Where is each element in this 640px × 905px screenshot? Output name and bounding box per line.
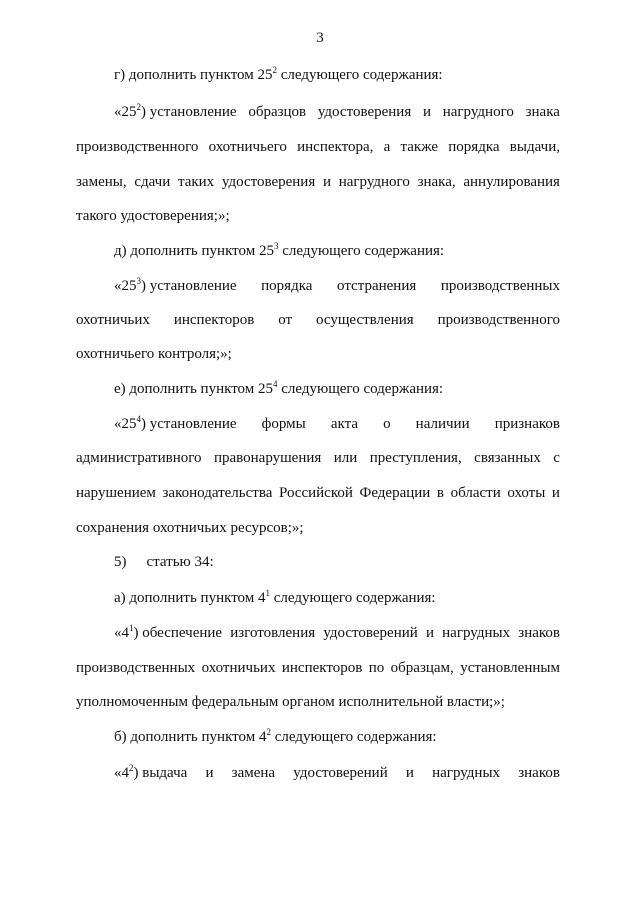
word: законодательства bbox=[162, 485, 273, 501]
word: Российской bbox=[278, 485, 353, 501]
superscript: 2 bbox=[266, 727, 271, 737]
word bbox=[114, 624, 222, 642]
paragraph-g-intro bbox=[114, 66, 560, 84]
word: сдачи bbox=[134, 174, 171, 190]
word bbox=[114, 764, 187, 782]
word: охотничьего bbox=[208, 139, 287, 155]
superscript: 2 bbox=[136, 102, 141, 112]
word: знака, bbox=[417, 174, 456, 190]
word: административного bbox=[76, 450, 202, 466]
paragraph-e-line-3 bbox=[76, 484, 560, 502]
word: наличии bbox=[415, 416, 470, 432]
word: Федерации bbox=[359, 485, 431, 501]
word: и bbox=[425, 625, 434, 641]
paragraph-e-line-4: сохранения охотничьих ресурсов;»; bbox=[76, 520, 304, 536]
paragraph-d-line-1 bbox=[114, 277, 560, 295]
word bbox=[114, 103, 237, 121]
text: следующего содержания: bbox=[277, 67, 443, 83]
word: таких bbox=[177, 174, 215, 190]
text: статью 34: bbox=[146, 554, 214, 570]
word: замена bbox=[231, 765, 276, 781]
word: нагрудного bbox=[442, 104, 514, 120]
word: порядка bbox=[448, 139, 500, 155]
word bbox=[114, 415, 237, 433]
superscript: 3 bbox=[273, 241, 279, 251]
paragraph-e-intro bbox=[114, 380, 560, 398]
word: и bbox=[205, 765, 214, 781]
text: д) дополнить пунктом 25 bbox=[114, 243, 274, 259]
word bbox=[114, 277, 237, 295]
paragraph-a-line-2 bbox=[76, 659, 560, 677]
word: образцов bbox=[248, 104, 307, 120]
paragraph-d-line-2 bbox=[76, 311, 560, 329]
word: нагрудного bbox=[338, 174, 410, 190]
word: нагрудных bbox=[442, 625, 511, 641]
word: производственных bbox=[440, 278, 560, 294]
text: ) выдача bbox=[133, 765, 188, 781]
word: инспекторов bbox=[173, 312, 255, 328]
item-prefix: «25 bbox=[114, 104, 137, 120]
word: а bbox=[383, 139, 391, 155]
word: акта bbox=[330, 416, 358, 432]
word: удостоверения bbox=[317, 104, 412, 120]
word: с bbox=[553, 450, 560, 466]
word: порядка bbox=[261, 278, 313, 294]
text: а) дополнить пунктом 4 bbox=[114, 590, 266, 606]
text: ) установление bbox=[141, 416, 237, 432]
word: производственного bbox=[437, 312, 560, 328]
word: замены, bbox=[76, 174, 127, 190]
superscript: 4 bbox=[273, 379, 278, 389]
text: следующего содержания: bbox=[277, 381, 444, 397]
superscript: 4 bbox=[136, 414, 141, 424]
superscript: 1 bbox=[265, 588, 271, 598]
word: удостоверения bbox=[221, 174, 316, 190]
word: охоты bbox=[507, 485, 546, 501]
word: правонарушения bbox=[213, 450, 322, 466]
paragraph-g-line-1 bbox=[114, 103, 560, 121]
page-number: 3 bbox=[316, 30, 324, 46]
paragraph-b-intro bbox=[114, 728, 560, 746]
word: по bbox=[368, 660, 385, 676]
word: аннулирования bbox=[463, 174, 560, 190]
word: знаков bbox=[518, 765, 560, 781]
word: образцам, bbox=[390, 660, 454, 676]
paragraph-a-line-1 bbox=[114, 624, 560, 642]
word: охотничьих bbox=[76, 312, 150, 328]
word: нагрудных bbox=[432, 765, 501, 781]
word: удостоверений bbox=[323, 625, 418, 641]
text: ) установление bbox=[141, 104, 237, 120]
word: знаков bbox=[518, 625, 560, 641]
word: нарушением bbox=[76, 485, 156, 501]
word: и bbox=[322, 174, 331, 190]
word: инспекторов bbox=[281, 660, 363, 676]
word: производственных bbox=[76, 660, 196, 676]
item-prefix: «4 bbox=[114, 765, 129, 781]
paragraph-g-line-2 bbox=[76, 138, 560, 156]
word: выдачи, bbox=[509, 139, 560, 155]
text: следующего содержания: bbox=[270, 590, 436, 606]
word: формы bbox=[261, 416, 306, 432]
text: следующего содержания: bbox=[270, 729, 437, 745]
word: установленным bbox=[460, 660, 560, 676]
superscript: 2 bbox=[272, 65, 278, 75]
paragraph-a-line-3: уполномоченным федеральным органом исполнительной власти;»; bbox=[76, 694, 505, 710]
text: б) дополнить пунктом 4 bbox=[114, 729, 267, 745]
text: ) установление bbox=[141, 278, 237, 294]
paragraph-a-intro bbox=[114, 589, 560, 607]
paragraph-b-line-1 bbox=[114, 764, 560, 782]
paragraph-g-line-4: такого удостоверения;»; bbox=[76, 208, 230, 224]
word: области bbox=[450, 485, 501, 501]
word: и bbox=[422, 104, 431, 120]
superscript: 1 bbox=[129, 623, 134, 633]
word: или bbox=[333, 450, 358, 466]
word: знака bbox=[525, 104, 560, 120]
text: г) дополнить пунктом 25 bbox=[114, 67, 273, 83]
word: связанных bbox=[474, 450, 541, 466]
paragraph-e-line-1 bbox=[114, 415, 560, 433]
text: е) дополнить пунктом 25 bbox=[114, 381, 274, 397]
item-number: 5) bbox=[114, 554, 127, 570]
superscript: 2 bbox=[129, 763, 134, 773]
word: и bbox=[551, 485, 560, 501]
word: признаков bbox=[494, 416, 560, 432]
word: преступления, bbox=[369, 450, 462, 466]
text: ) обеспечение bbox=[133, 625, 223, 641]
item-prefix: «25 bbox=[114, 278, 137, 294]
word: инспектора, bbox=[297, 139, 374, 155]
word: в bbox=[436, 485, 444, 501]
item-5 bbox=[114, 553, 560, 571]
word: и bbox=[405, 765, 414, 781]
word: изготовления bbox=[230, 625, 316, 641]
word: осуществления bbox=[316, 312, 414, 328]
word: отстранения bbox=[337, 278, 417, 294]
word: также bbox=[400, 139, 439, 155]
word: удостоверений bbox=[293, 765, 388, 781]
item-prefix: «4 bbox=[114, 625, 129, 641]
superscript: 3 bbox=[136, 276, 141, 286]
paragraph-e-line-2 bbox=[76, 449, 560, 467]
paragraph-d-line-3: охотничьего контроля;»; bbox=[76, 346, 232, 362]
word: охотничьих bbox=[201, 660, 276, 676]
word: производственного bbox=[76, 139, 199, 155]
word: от bbox=[278, 312, 293, 328]
paragraph-d-intro bbox=[114, 242, 560, 260]
text: следующего содержания: bbox=[278, 243, 445, 259]
item-prefix: «25 bbox=[114, 416, 137, 432]
word: о bbox=[383, 416, 391, 432]
paragraph-g-line-3 bbox=[76, 173, 560, 191]
